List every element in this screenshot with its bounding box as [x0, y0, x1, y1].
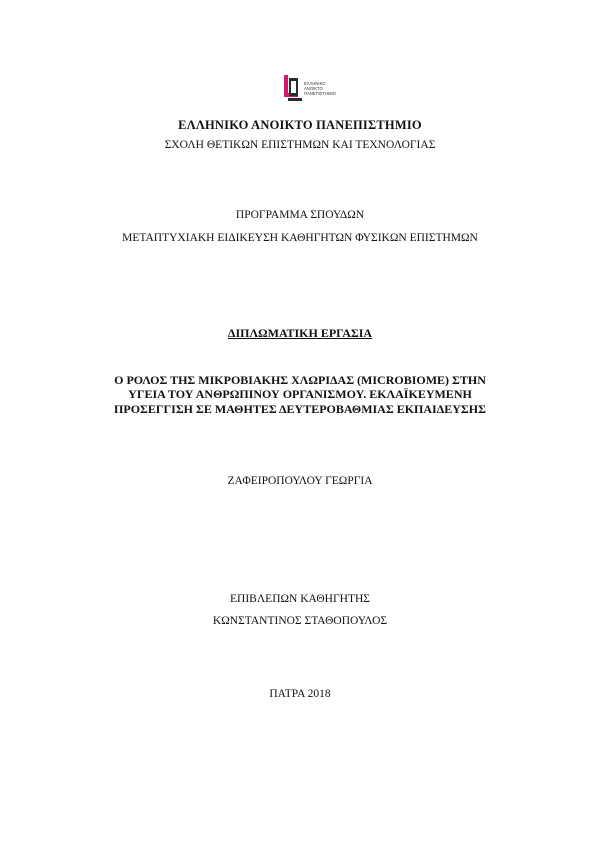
thesis-title-line: ΥΓΕΙΑ ΤΟΥ ΑΝΘΡΩΠΙΝΟΥ ΟΡΓΑΝΙΣΜΟΥ. ΕΚΛΑΪΚΕΥΜΕΝΗ — [128, 387, 472, 401]
program-label: ΠΡΟΓΡΑΜΜΑ ΣΠΟΥΔΩΝ — [235, 209, 365, 221]
thesis-title-line: Ο ΡΟΛΟΣ ΤΗΣ ΜΙΚΡΟΒΙΑΚΗΣ ΧΛΩΡΙΔΑΣ (MICROBIOME) ΣΤΗΝ — [114, 373, 486, 387]
university-logo — [284, 75, 344, 103]
program-name: ΜΕΤΑΠΤΥΧΙΑΚΗ ΕΙΔΙΚΕΥΣΗ ΚΑΘΗΓΗΤΩΝ ΦΥΣΙΚΩΝ ΕΠΙΣΤΗΜΩΝ — [122, 232, 478, 244]
logo-emblem-icon — [284, 75, 302, 103]
university-name: ΕΛΛΗΝΙΚΟ ΑΝΟΙΚΤΟ ΠΑΝΕΠΙΣΤΗΜΙΟ — [178, 118, 422, 132]
supervisor-name: ΚΩΝΣΤΑΝΤΙΝΟΣ ΣΤΑΘΟΠΟΥΛΟΣ — [212, 615, 388, 627]
author-name: ΖΑΦΕΙΡΟΠΟΥΛΟΥ ΓΕΩΡΓΙΑ — [227, 475, 373, 487]
supervisor-label: ΕΠΙΒΛΕΠΩΝ ΚΑΘΗΓΗΤΗΣ — [230, 593, 370, 605]
logo-text-line: ΑΝΟΙΚΤΟ — [304, 86, 323, 91]
logo-text-line: ΠΑΝΕΠΙΣΤΗΜΙΟ — [304, 91, 336, 96]
logo-text-line: ΕΛΛΗΝΙΚΟ — [304, 81, 326, 86]
school-name: ΣΧΟΛΗ ΘΕΤΙΚΩΝ ΕΠΙΣΤΗΜΩΝ ΚΑΙ ΤΕΧΝΟΛΟΓΙΑΣ — [164, 139, 436, 151]
place-date: ΠΑΤΡΑ 2018 — [269, 688, 331, 700]
document-type: ΔΙΠΛΩΜΑΤΙΚΗ ΕΡΓΑΣΙΑ — [227, 326, 373, 340]
thesis-title-line: ΠΡΟΣΕΓΓΙΣΗ ΣΕ ΜΑΘΗΤΕΣ ΔΕΥΤΕΡΟΒΑΘΜΙΑΣ ΕΚΠΑΙΔΕΥΣΗΣ — [114, 402, 486, 416]
